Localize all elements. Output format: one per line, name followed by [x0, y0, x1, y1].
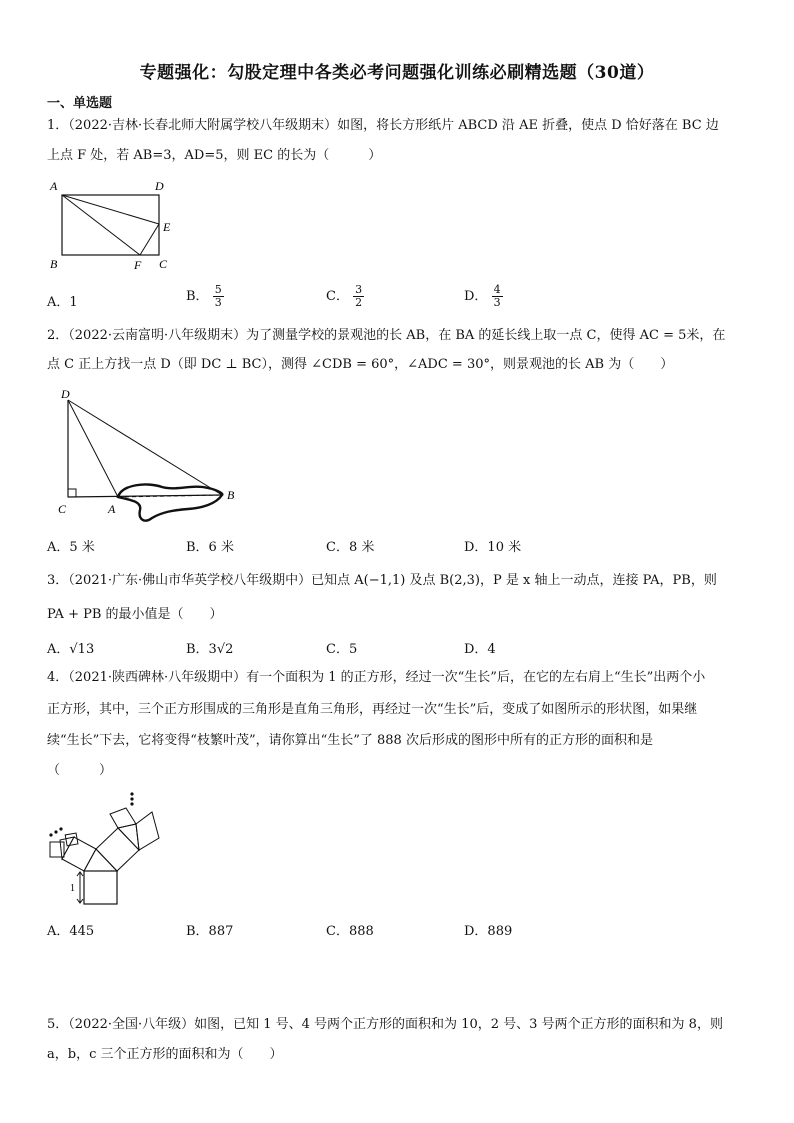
q1-figure-rectangle [44, 176, 184, 272]
q1-option-d-fraction: $\frac{4}{3}$ [493, 283, 501, 309]
q1-label-e: E [163, 220, 171, 234]
q4-figure-pythagoras-tree [44, 788, 174, 908]
q2-option-a-text: A．5 米 [47, 540, 95, 555]
q1-label-b: B [50, 257, 58, 271]
q2-option-c[interactable] [326, 536, 374, 555]
q3-option-c-text: C．5 [326, 642, 358, 657]
q2-text-line1: 2．（2022·云南富明·八年级期末）为了测量学校的景观池的长 AB，在 BA 的延长线上取一点 C，使得 AC = 5米，在 [47, 328, 726, 343]
q5-text-line1: 5．（2022·全国·八年级）如图，已知 1 号、4 号两个正方形的面积和为 10，2 号、3 号两个正方形的面积和为 8，则 [47, 1017, 723, 1032]
q1-option-c[interactable] [326, 284, 364, 309]
q4-option-a[interactable] [47, 920, 94, 939]
q1-label-c: C [159, 257, 168, 271]
q3-option-c[interactable] [326, 638, 357, 657]
q4-text-line3: 续“生长”下去，它将变得“枝繁叶茂”，请你算出“生长”了 888 次后形成的图形中所有的正方形的面积和是 [47, 733, 653, 748]
q3-text-line2: PA + PB 的最小值是（ ） [47, 607, 223, 622]
q1-label-f: F [134, 258, 142, 272]
q4-text-line1: 4．（2021·陕西碑林·八年级期中）有一个面积为 1 的正方形，经过一次“生长”后，在它的左右肩上“生长”出两个小 [47, 670, 706, 685]
q2-figure-pond [52, 388, 252, 526]
q2-option-d-text: D．10 米 [464, 540, 522, 555]
q4-option-c[interactable] [326, 920, 374, 939]
q1-option-d-label: D． [464, 289, 488, 304]
q4-text-line2: 正方形，其中，三个正方形围成的三角形是直角三角形，再经过一次“生长”后，变成了如图所示的形状图，如果继 [47, 702, 698, 717]
q1-option-b-label: B． [186, 289, 209, 304]
q3-option-d-text: D．4 [464, 642, 496, 657]
q1-option-d[interactable] [464, 284, 503, 309]
q4-text-line4: （ ） [47, 763, 113, 778]
q2-option-c-text: C．8 米 [326, 540, 375, 555]
q3-option-b-text: B．3√2 [186, 642, 234, 657]
q1-option-b-fraction: $\frac{5}{3}$ [214, 283, 222, 309]
q1-option-a[interactable] [47, 291, 78, 310]
q2-option-b[interactable] [186, 536, 234, 555]
q3-option-d[interactable] [464, 638, 496, 657]
q1-option-c-label: C． [326, 289, 349, 304]
q1-label-a: A [50, 179, 58, 193]
q3-option-b[interactable] [186, 638, 233, 657]
section-heading: 一、单选题 [47, 96, 113, 111]
page-title: 专题强化：勾股定理中各类必考问题强化训练必刷精选题（30道） [139, 63, 655, 83]
q2-label-a: A [108, 502, 116, 516]
q4-option-a-text: A．445 [47, 924, 95, 939]
q1-option-c-fraction: $\frac{3}{2}$ [355, 283, 363, 309]
q4-option-b[interactable] [186, 920, 233, 939]
q4-option-d[interactable] [464, 920, 512, 939]
q2-label-d: D [61, 388, 70, 401]
q1-option-b[interactable] [186, 284, 224, 309]
q3-text-line1: 3．（2021·广东·佛山市华英学校八年级期中）已知点 A(−1,1) 及点 B(2,3)，P 是 x 轴上一动点，连接 PA，PB，则 [47, 573, 717, 588]
q2-option-d[interactable] [464, 536, 521, 555]
q1-text-line2: 上点 F 处，若 AB=3，AD=5，则 EC 的长为（ ） [47, 148, 382, 163]
q2-label-b: B [227, 488, 235, 502]
q2-option-b-text: B．6 米 [186, 540, 234, 555]
q3-option-a[interactable] [47, 638, 94, 657]
q3-option-a-text: A．√13 [47, 642, 95, 657]
q1-text-line1: 1．（2022·吉林·长春北师大附属学校八年级期末）如图，将长方形纸片 ABCD 沿 AE 折叠，使点 D 恰好落在 BC 边 [47, 118, 719, 133]
q2-text-line2: 点 C 正上方找一点 D（即 DC ⊥ BC），测得 ∠CDB = 60°，∠ADC = 30°，则景观池的长 AB 为（ ） [47, 357, 674, 372]
q4-figure-side-label: 1 [70, 883, 75, 894]
q1-option-a-text: A．1 [47, 295, 78, 310]
q4-option-d-text: D．889 [464, 924, 513, 939]
q5-text-line2: a，b，c 三个正方形的面积和为（ ） [47, 1047, 283, 1062]
q4-option-b-text: B．887 [186, 924, 234, 939]
q1-label-d: D [155, 179, 164, 193]
q2-option-a[interactable] [47, 536, 95, 555]
q4-option-c-text: C．888 [326, 924, 374, 939]
q2-label-c: C [58, 502, 67, 516]
